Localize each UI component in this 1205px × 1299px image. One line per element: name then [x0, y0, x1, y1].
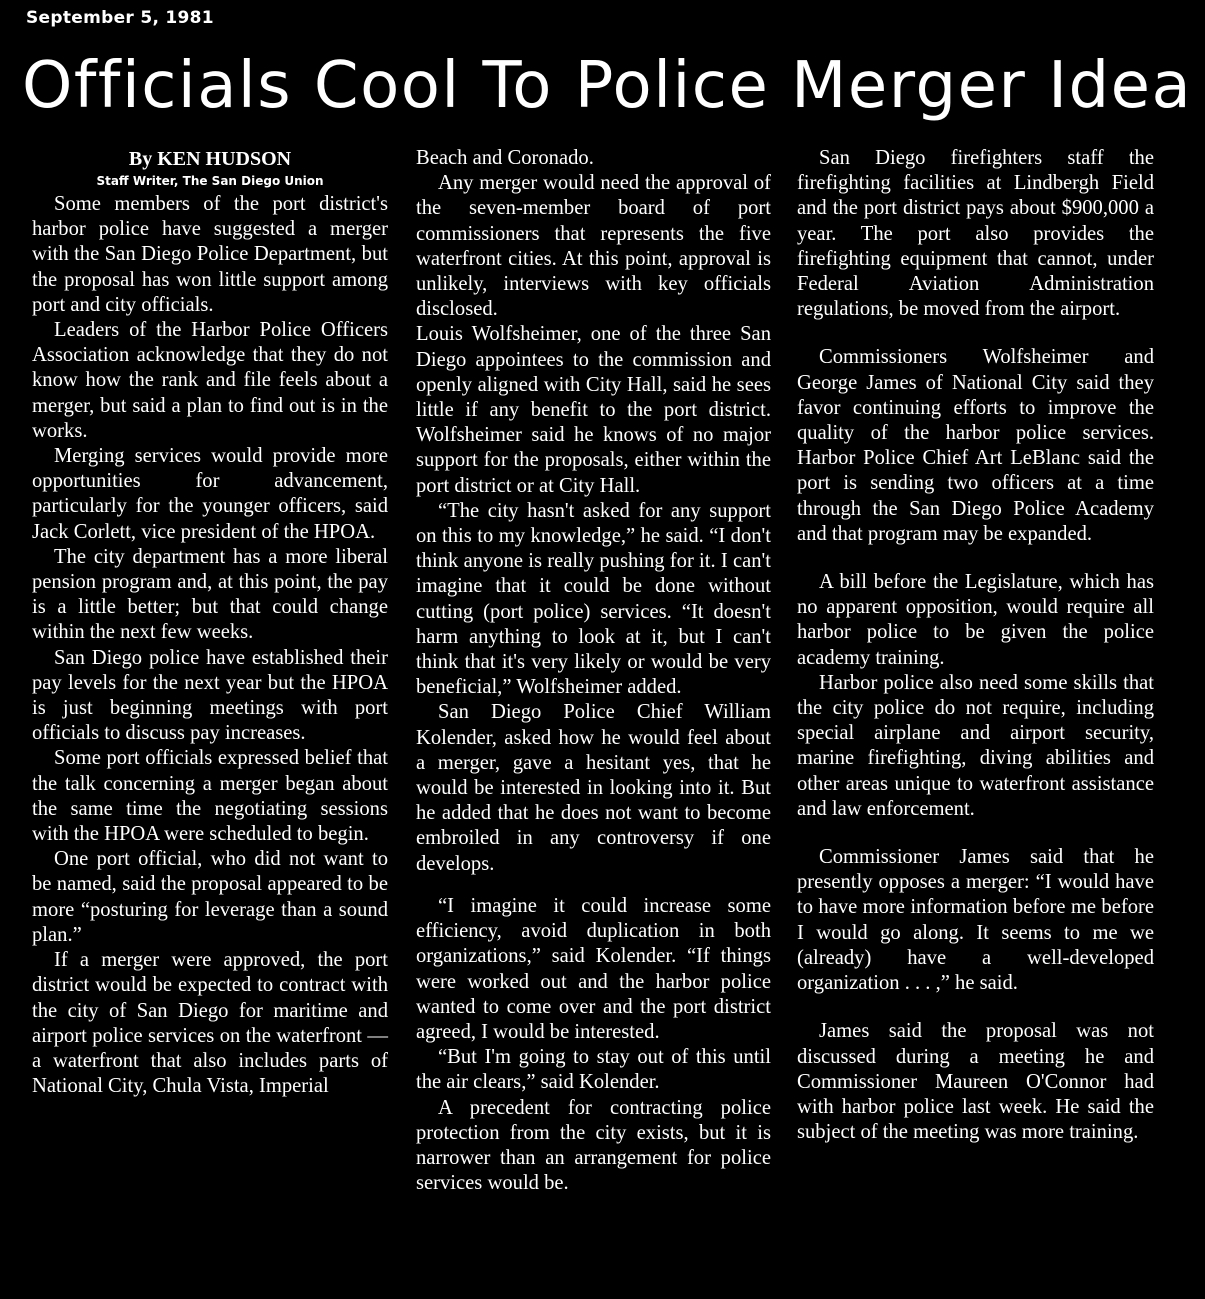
article-column-1 [32, 146, 388, 1099]
paragraph: San Diego firefighters staff the firefighting facilities at Lindbergh Field and the port district pays about $900,000 a year. The port also provides the firefighting equipment that cannot, under Federal Aviation Administration regulations, be moved from the airport. [797, 147, 1154, 321]
paragraph: A bill before the Legislature, which has no apparent opposition, would require all harbor police to be given the police academy training. [797, 571, 1154, 669]
paragraph: Some port officials expressed belief that the talk concerning a merger began about the same time the negotiating sessions with the HPOA were scheduled to begin. [32, 747, 388, 846]
headline: Officials Cool To Police Merger Idea [22, 49, 1193, 123]
paragraph: The city department has a more liberal pension program and, at this point, the pay is a little better; but that could change within the next few weeks. [32, 545, 388, 644]
paragraph: Commissioners Wolfsheimer and George James of National City said they favor continuing efforts to improve the quality of the harbor police services. Harbor Police Chief Art LeBlanc said the port is sending two officers at a time through the San Diego Police Academy and that program may be expanded. [797, 346, 1154, 545]
paragraph: Leaders of the Harbor Police Officers Association acknowledge that they do not know how the rank and file feels about a merger, but said a plan to find out is in the works. [32, 319, 388, 442]
paragraph: James said the proposal was not discussed during a meeting he and Commissioner Maureen O'Connor had with harbor police last week. He said the subject of the meeting was more training. [797, 1020, 1154, 1144]
paragraph: San Diego Police Chief William Kolender, asked how he would feel about a merger, gave a hesitant yes, that he would be interested in looking into it. But he added that he does not want to become embroiled in any controversy if one develops. [416, 701, 771, 875]
paragraph: “The city hasn't asked for any support on this to my knowledge,” he said. “I don't think anyone is really pushing for it. I can't imagine that it could be done without cutting (port police) services. “It doesn't harm anything to look at it, but I can't think that it's very likely or would be very beneficial,” Wolfsheimer added. [416, 499, 771, 699]
staff-line: Staff Writer, The San Diego Union [96, 174, 324, 188]
paragraph: Merging services would provide more opportunities for advancement, particularly for the younger officers, said Jack Corlett, vice president of the HPOA. [32, 445, 388, 543]
paragraph: If a merger were approved, the port district would be expected to contract with the city of San Diego for maritime and airport police services on the waterfront — a waterfront that also includes parts of National City, Chula Vista, Imperial [32, 949, 388, 1098]
paragraph: “But I'm going to stay out of this until the air clears,” said Kolender. [416, 1046, 771, 1094]
paragraph: Any merger would need the approval of the seven-member board of port commissioners that represents the five waterfront cities. At this point, approval is unlikely, interviews with key officials disclosed. [416, 172, 771, 321]
paragraph: Some members of the port district's harbor police have suggested a merger with the San Diego Police Department, but the proposal has won little support among port and city officials. [32, 193, 388, 316]
article-column-3 [797, 146, 1154, 1145]
paragraph: Louis Wolfsheimer, one of the three San Diego appointees to the commission and openly aligned with City Hall, said he sees little if any benefit to the port district. Wolfsheimer said he knows of no major support for the proposals, either within the port district or at City Hall. [416, 323, 771, 497]
paragraph: “I imagine it could increase some efficiency, avoid duplication in both organizations,” said Kolender. “If things were worked out and the harbor police wanted to come over and the port district agreed, I would be interested. [416, 894, 771, 1043]
article-column-2 [416, 146, 771, 1196]
byline: By KEN HUDSON [128, 148, 292, 170]
publication-date: September 5, 1981 [26, 8, 214, 28]
paragraph: San Diego police have established their pay levels for the next year but the HPOA is just beginning meetings with port officials to discuss pay increases. [32, 646, 388, 745]
paragraph: Commissioner James said that he presently opposes a merger: “I would have to have more information before me before I would go along. It seems to me we (already) have a well-developed organization . . . ,” he said. [797, 846, 1154, 995]
paragraph: A precedent for contracting police protection from the city exists, but it is narrower than an arrangement for police services would be. [416, 1096, 771, 1195]
paragraph: Beach and Coronado. [416, 147, 594, 169]
paragraph: Harbor police also need some skills that the city police do not require, including special airplane and airport security, marine firefighting, diving abilities and other areas unique to waterfront assistance and law enforcement. [797, 671, 1154, 820]
paragraph: One port official, who did not want to be named, said the proposal appeared to be more “posturing for leverage than a sound plan.” [32, 848, 388, 946]
